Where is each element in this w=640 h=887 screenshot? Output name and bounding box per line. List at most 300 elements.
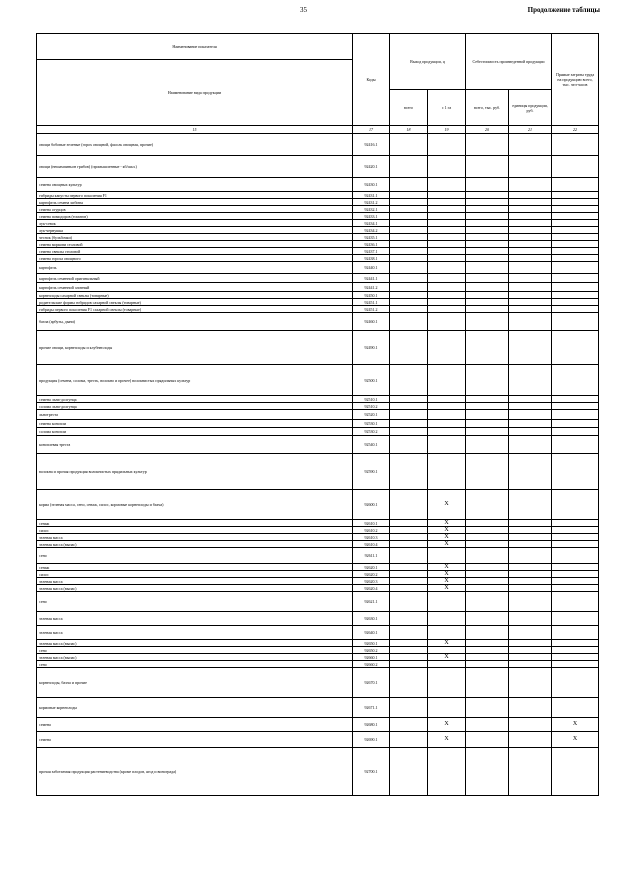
table-row [37,410,599,420]
cost-total-cell [466,428,509,436]
cost-total-cell [466,585,509,592]
cost-unit-cell [509,571,552,578]
output-total-cell [390,410,428,420]
labor-cell [552,410,599,420]
labor-cell [552,626,599,640]
product-name-cell: корнеплоды сахарной свеклы (товарные) [37,292,353,299]
cost-unit-cell [509,548,552,564]
product-name-cell: зеленая масса [37,578,353,585]
cost-unit-cell [509,698,552,718]
labor-cell [552,548,599,564]
product-name-cell: картофель семена хибиты [37,199,353,206]
cost-total-cell [466,578,509,585]
cost-unit-cell [509,578,552,585]
cost-total-cell [466,541,509,548]
code-cell: 92611.1 [353,548,390,564]
code-cell: 92441.2 [353,283,390,292]
product-name-cell: солома льна-долгунца [37,403,353,410]
product-name-cell: зеленая масса [37,612,353,626]
table-row [37,564,599,571]
table-row [37,454,599,490]
output-per-ha-cell [428,283,466,292]
cost-unit-cell [509,403,552,410]
cost-unit-cell [509,668,552,698]
cost-unit-cell [509,534,552,541]
output-total-cell [390,313,428,331]
header-product-name: Наименование вида продукции [37,60,353,126]
table-row [37,274,599,283]
code-cell: 92610.2 [353,527,390,534]
product-name-cell: сено [37,647,353,654]
output-per-ha-cell [428,241,466,248]
cost-unit-cell [509,520,552,527]
header-labor: Прямые затраты труда на продукцию всего, тыс. чел-часов [552,34,599,126]
output-per-ha-cell [428,306,466,313]
product-name-cell: семена овощных культур [37,178,353,192]
labor-cell [552,585,599,592]
header-code: Коды [353,34,390,126]
labor-cell: X [552,718,599,732]
cost-total-cell [466,213,509,220]
cost-unit-cell [509,718,552,732]
output-per-ha-cell [428,292,466,299]
output-total-cell [390,365,428,396]
column-number: 21 [509,126,552,134]
cost-total-cell [466,732,509,748]
table-row [37,548,599,564]
product-name-cell: семена свеклы столовой [37,248,353,255]
product-name-cell: прочая заботаемая продукция растениеводства (кроме плодов, ягод и винограда) [37,748,353,796]
cost-unit-cell [509,283,552,292]
cost-unit-cell [509,647,552,654]
labor-cell [552,640,599,647]
product-name-cell: родительские формы гибридов сахарной свеклы (товарные) [37,299,353,306]
cost-total-cell [466,612,509,626]
code-cell: 92620.3 [353,578,390,585]
cost-unit-cell [509,640,552,647]
labor-cell [552,255,599,262]
cost-unit-cell [509,436,552,454]
code-cell: 92690.1 [353,732,390,748]
output-per-ha-cell: X [428,585,466,592]
output-total-cell [390,732,428,748]
cost-total-cell [466,592,509,612]
labor-cell [552,283,599,292]
output-total-cell [390,292,428,299]
code-cell: 92437.1 [353,248,390,255]
table-row [37,585,599,592]
code-cell: 92434.1 [353,220,390,227]
table-row [37,178,599,192]
product-name-cell: семена огурцов [37,206,353,213]
product-name-cell: семена помидоров (томатов) [37,213,353,220]
header-output-total: всего [390,90,428,126]
labor-cell [552,274,599,283]
output-total-cell [390,698,428,718]
code-cell: 92540.1 [353,436,390,454]
code-cell: 92451.2 [353,306,390,313]
product-name-cell: гибриды капусты первого поколения F1 [37,192,353,199]
table-row [37,299,599,306]
table-row [37,626,599,640]
product-name-cell: лук-чернушка [37,227,353,234]
code-cell: 92620.2 [353,571,390,578]
cost-total-cell [466,654,509,661]
code-cell: 92420.1 [353,156,390,178]
table-row [37,331,599,365]
product-name-cell: картофель семенной оригинальный [37,274,353,283]
output-total-cell [390,262,428,274]
labor-cell [552,299,599,306]
code-cell: 92490.1 [353,331,390,365]
cost-total-cell [466,262,509,274]
labor-cell [552,234,599,241]
code-cell: 92431.1 [353,192,390,199]
product-name-cell: сено [37,661,353,668]
output-per-ha-cell [428,668,466,698]
code-cell: 92432.1 [353,206,390,213]
cost-unit-cell [509,420,552,428]
output-total-cell [390,612,428,626]
output-total-cell [390,192,428,199]
output-per-ha-cell [428,626,466,640]
cost-unit-cell [509,654,552,661]
labor-cell [552,612,599,626]
table-row [37,732,599,748]
table-row [37,428,599,436]
cost-total-cell [466,292,509,299]
output-per-ha-cell [428,213,466,220]
table-row [37,213,599,220]
cost-total-cell [466,410,509,420]
labor-cell [552,748,599,796]
cost-unit-cell [509,178,552,192]
output-total-cell [390,647,428,654]
code-cell: 92630.1 [353,612,390,626]
labor-cell [552,578,599,585]
cost-total-cell [466,490,509,520]
labor-cell [552,647,599,654]
cost-total-cell [466,698,509,718]
output-total-cell [390,241,428,248]
output-per-ha-cell [428,255,466,262]
code-cell: 92433.1 [353,213,390,220]
labor-cell [552,520,599,527]
header-output-per-ha: с 1 га [428,90,466,126]
table-row [37,227,599,234]
code-cell: 92450.1 [353,292,390,299]
table-row [37,292,599,299]
labor-cell [552,654,599,661]
code-cell: 92530.1 [353,420,390,428]
cost-total-cell [466,241,509,248]
cost-unit-cell [509,206,552,213]
output-total-cell [390,454,428,490]
output-total-cell [390,283,428,292]
table-row [37,420,599,428]
cost-unit-cell [509,612,552,626]
product-name-cell: льнотреста [37,410,353,420]
output-per-ha-cell: X [428,732,466,748]
code-cell: 92680.1 [353,718,390,732]
output-total-cell [390,178,428,192]
cost-total-cell [466,199,509,206]
code-cell: 92600.1 [353,490,390,520]
cost-total-cell [466,234,509,241]
output-total-cell [390,420,428,428]
output-total-cell [390,571,428,578]
table-row [37,134,599,156]
cost-total-cell [466,454,509,490]
cost-unit-cell [509,748,552,796]
labor-cell [552,661,599,668]
cost-total-cell [466,134,509,156]
code-cell: 92640.1 [353,626,390,640]
output-total-cell [390,220,428,227]
cost-unit-cell [509,306,552,313]
output-total-cell [390,718,428,732]
cost-total-cell [466,396,509,403]
table-row [37,306,599,313]
table-row [37,199,599,206]
table-row [37,647,599,654]
cost-total-cell [466,661,509,668]
output-per-ha-cell [428,156,466,178]
code-cell: 92621.1 [353,592,390,612]
cost-total-cell [466,306,509,313]
output-per-ha-cell: X [428,578,466,585]
code-cell: 92610.4 [353,541,390,548]
output-total-cell [390,274,428,283]
cost-unit-cell [509,490,552,520]
table-row [37,541,599,548]
product-name-cell: кормовые корнеплоды [37,698,353,718]
cost-total-cell [466,248,509,255]
cost-unit-cell [509,428,552,436]
cost-total-cell [466,220,509,227]
labor-cell [552,527,599,534]
cost-unit-cell [509,661,552,668]
table-row [37,571,599,578]
product-name-cell: корма (зеленая масса, сено, сенаж, силос, кормовые корнеплоды и бахча) [37,490,353,520]
output-total-cell [390,213,428,220]
product-name-cell: картофель семенной элитный [37,283,353,292]
cost-total-cell [466,640,509,647]
code-cell: 92436.1 [353,241,390,248]
table-row [37,436,599,454]
output-per-ha-cell: X [428,534,466,541]
cost-total-cell [466,283,509,292]
header-cost-total: всего, тыс. руб. [466,90,509,126]
cost-unit-cell [509,248,552,255]
product-name-cell: солома конопли [37,428,353,436]
table-row [37,612,599,626]
column-number: 19 [428,126,466,134]
code-cell: 92700.1 [353,748,390,796]
table-row [37,255,599,262]
labor-cell [552,178,599,192]
table-row [37,640,599,647]
labor-cell [552,292,599,299]
output-total-cell [390,654,428,661]
output-per-ha-cell [428,331,466,365]
output-total-cell [390,227,428,234]
cost-unit-cell [509,331,552,365]
labor-cell [552,592,599,612]
code-cell: 92431.2 [353,199,390,206]
output-per-ha-cell [428,248,466,255]
cost-unit-cell [509,220,552,227]
output-total-cell [390,661,428,668]
output-total-cell [390,234,428,241]
output-per-ha-cell [428,698,466,718]
labor-cell [552,206,599,213]
output-total-cell [390,428,428,436]
output-per-ha-cell [428,612,466,626]
output-per-ha-cell: X [428,527,466,534]
product-name-cell: гибриды первого поколения F1 сахарной свеклы (товарные) [37,306,353,313]
table-row [37,578,599,585]
cost-total-cell [466,299,509,306]
cost-total-cell [466,227,509,234]
output-per-ha-cell [428,396,466,403]
cost-unit-cell [509,626,552,640]
code-cell: 92520.1 [353,410,390,420]
output-total-cell [390,541,428,548]
header-indicator: Наименование показателя [37,34,353,60]
cost-unit-cell [509,292,552,299]
output-per-ha-cell [428,420,466,428]
code-cell: 92500.1 [353,365,390,396]
table-row [37,396,599,403]
output-total-cell [390,134,428,156]
output-total-cell [390,592,428,612]
cost-unit-cell [509,156,552,178]
output-per-ha-cell: X [428,640,466,647]
output-per-ha-cell [428,192,466,199]
cost-total-cell [466,178,509,192]
table-row [37,365,599,396]
output-total-cell [390,248,428,255]
output-per-ha-cell [428,454,466,490]
output-per-ha-cell [428,428,466,436]
cost-total-cell [466,564,509,571]
product-name-cell: зеленая масса [37,626,353,640]
cost-unit-cell [509,527,552,534]
output-per-ha-cell [428,178,466,192]
cost-unit-cell [509,454,552,490]
output-total-cell [390,156,428,178]
product-name-cell: семена [37,718,353,732]
labor-cell [552,365,599,396]
code-cell: 92670.1 [353,668,390,698]
table-row [37,220,599,227]
cost-total-cell [466,331,509,365]
table-row [37,490,599,520]
cost-total-cell [466,718,509,732]
cost-unit-cell [509,134,552,156]
cost-unit-cell [509,227,552,234]
code-cell: 92650.1 [353,640,390,647]
output-per-ha-cell [428,234,466,241]
cost-unit-cell [509,585,552,592]
output-total-cell [390,527,428,534]
output-total-cell [390,396,428,403]
table-row [37,748,599,796]
column-number: 18 [390,126,428,134]
table-row [37,718,599,732]
product-name-cell: чеснок (бульбочки) [37,234,353,241]
labor-cell [552,331,599,365]
product-name-cell: сено [37,548,353,564]
cost-unit-cell [509,410,552,420]
product-name-cell: овощи бобовые зеленые (горох овощной, фасоль овощная, прочие) [37,134,353,156]
table-row [37,534,599,541]
table-row [37,592,599,612]
labor-cell: X [552,732,599,748]
labor-cell [552,420,599,428]
table-row [37,668,599,698]
labor-cell [552,248,599,255]
output-per-ha-cell [428,436,466,454]
labor-cell [552,156,599,178]
output-total-cell [390,331,428,365]
labor-cell [552,534,599,541]
product-name-cell: зеленая масса (выпас) [37,541,353,548]
output-per-ha-cell [428,647,466,654]
output-per-ha-cell [428,299,466,306]
product-name-cell: семена [37,732,353,748]
cost-total-cell [466,365,509,396]
labor-cell [552,490,599,520]
output-per-ha-cell [428,403,466,410]
code-cell: 92650.2 [353,647,390,654]
labor-cell [552,262,599,274]
labor-cell [552,396,599,403]
cost-unit-cell [509,234,552,241]
cost-total-cell [466,436,509,454]
product-name-cell: коноплевая треста [37,436,353,454]
labor-cell [552,213,599,220]
labor-cell [552,192,599,199]
product-name-cell: семена льна-долгунца [37,396,353,403]
output-total-cell [390,564,428,571]
product-name-cell: бахча (арбузы, дыни) [37,313,353,331]
code-cell: 92430.1 [353,178,390,192]
output-per-ha-cell [428,365,466,396]
cost-unit-cell [509,274,552,283]
code-cell: 92610.1 [353,520,390,527]
output-total-cell [390,534,428,541]
code-cell: 92440.1 [353,262,390,274]
output-total-cell [390,548,428,564]
product-name-cell: зеленая масса (выпас) [37,654,353,661]
table-row [37,283,599,292]
labor-cell [552,134,599,156]
column-number: 20 [466,126,509,134]
table-row [37,654,599,661]
output-total-cell [390,585,428,592]
output-per-ha-cell: X [428,718,466,732]
output-total-cell [390,299,428,306]
code-cell: 92416.1 [353,134,390,156]
code-cell: 92660.2 [353,661,390,668]
output-per-ha-cell [428,748,466,796]
output-per-ha-cell [428,410,466,420]
cost-unit-cell [509,241,552,248]
code-cell: 92438.1 [353,255,390,262]
output-per-ha-cell: X [428,541,466,548]
